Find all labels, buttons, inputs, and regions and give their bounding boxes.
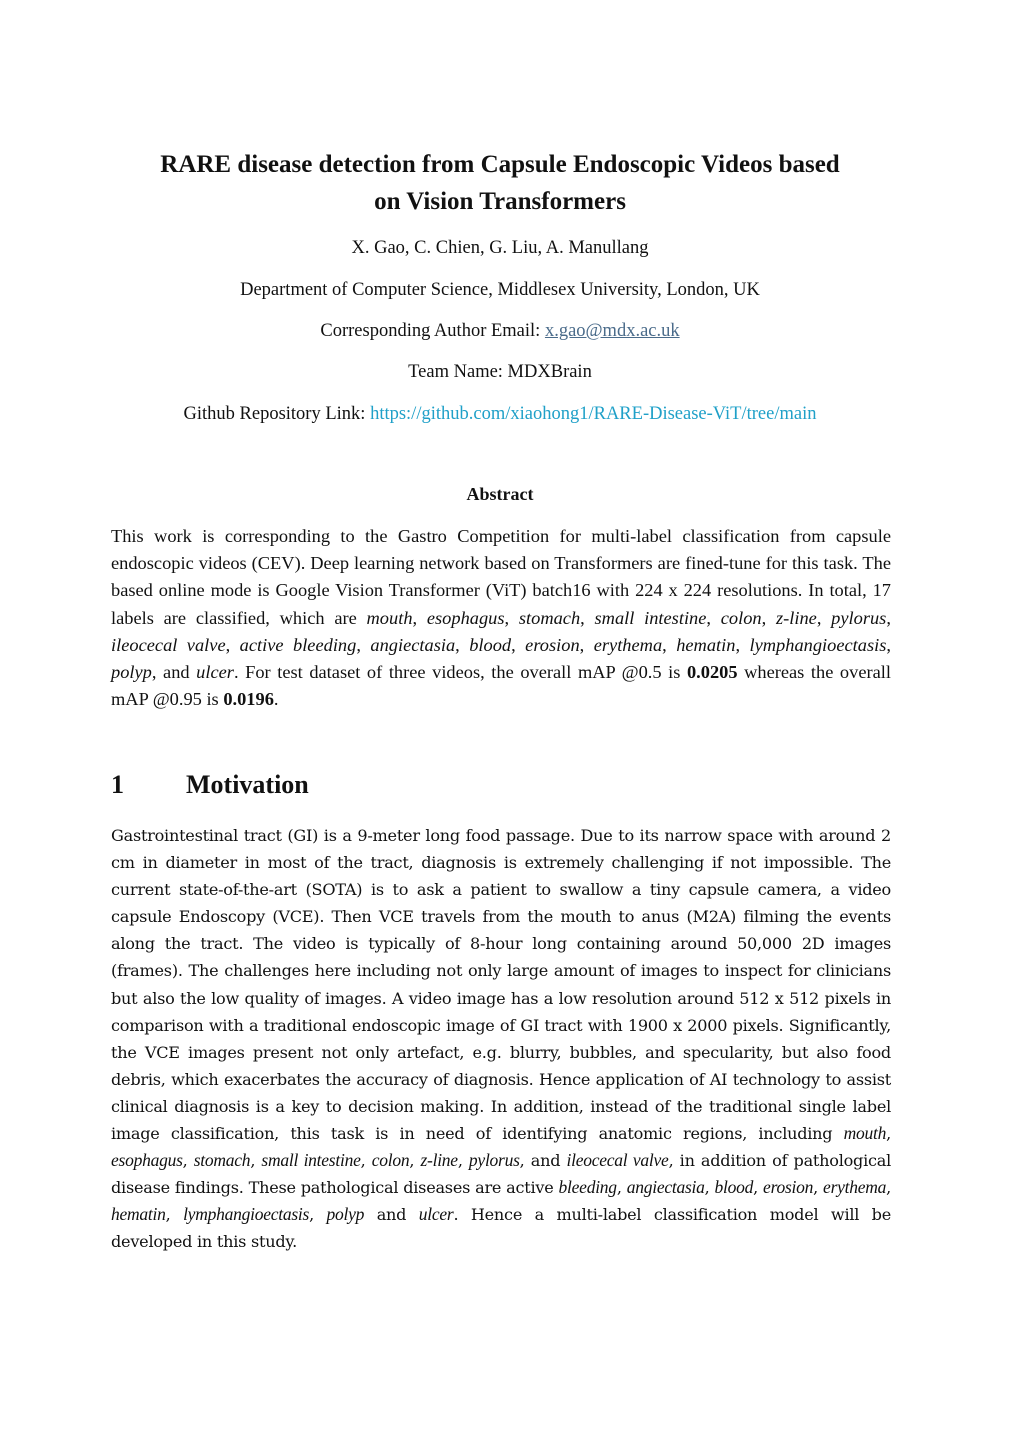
affiliation: Department of Computer Science, Middlesex University, London, UK [240,280,760,300]
email-link[interactable]: x.gao@mdx.ac.uk [544,321,680,341]
section-heading-motivation [111,770,309,800]
paper-title [100,146,900,220]
section-number: 1 [111,770,124,799]
motivation-text: Gastrointestinal tract (GI) is a 9-meter long food passage. Due to its narrow space with around 2 cm in diameter in most of the tract, diagnosis is extremely challenging if not impossible. The current state-of-the-art (SOTA) is to ask a patient to swallow a tiny capsule camera, a video capsule Endoscopy (VCE). Then VCE travels from the mouth to anus (M2A) filming the events along the tract. The video is typically of 8-hour long containing around 50,000 2D images (frames). The challenges here including not only large amount of images to inspect for clinicians but also the low quality of images. A video image has a low resolution around 512 x 512 pixels in comparison with a traditional endoscopic image of GI tract with 1900 x 2000 pixels. Significantly, the VCE images present not only artefact, e.g. blurry, bubbles, and specularity, but also food debris, which exacerbates the accuracy of diagnosis. Hence application of AI technology to assist clinical diagnosis is a key to decision making. In addition, instead of the traditional single label image classification, this task is in need of identifying anatomic regions, including mouth, esophagus, stomach, small intestine, colon, z-line, pylorus, and ileocecal valve, in addition of pathological disease findings. These pathological diseases are active bleeding, angiectasia, blood, erosion, erythema, hematin, lymphangioectasis, polyp and ulcer. Hence a multi-label classification model will be developed in this study. [111,826,892,1252]
corresponding-email-line [60,319,940,343]
abstract-heading: Abstract [466,484,534,504]
title-line-1: RARE disease detection from Capsule Endoscopic Videos based [160,151,840,178]
repo-label: Github Repository Link: [183,404,371,424]
abstract-text: This work is corresponding to the Gastro Competition for multi-label classification from capsule endoscopic videos (CEV). Deep learning network based on Transformers are fined-tune for this task. The based online mode is Google Vision Transformer (ViT) batch16 with 224 x 224 resolutions. In total, 17 labels are classified, which are mouth, esophagus, stomach, small intestine, colon, z-line, pylorus, ileocecal valve, active bleeding, angiectasia, blood, erosion, erythema, hematin, lymphangioectasis, polyp, and ulcer. For test dataset of three videos, the overall mAP @0.5 is 0.0205 whereas the overall mAP @0.95 is 0.0196. [111,526,891,710]
team-name: Team Name: MDXBrain [408,362,592,382]
email-label: Corresponding Author Email: [320,321,545,341]
authors: X. Gao, C. Chien, G. Liu, A. Manullang [351,238,649,258]
repository-line [60,402,940,426]
title-line-2: on Vision Transformers [374,188,626,215]
map-05-value: 0.0205 [686,662,738,683]
repo-link[interactable]: https://github.com/xiaohong1/RARE-Disease-ViT/tree/main [370,404,817,424]
section-title: Motivation [186,770,309,799]
map-095-value: 0.0196 [223,689,274,710]
